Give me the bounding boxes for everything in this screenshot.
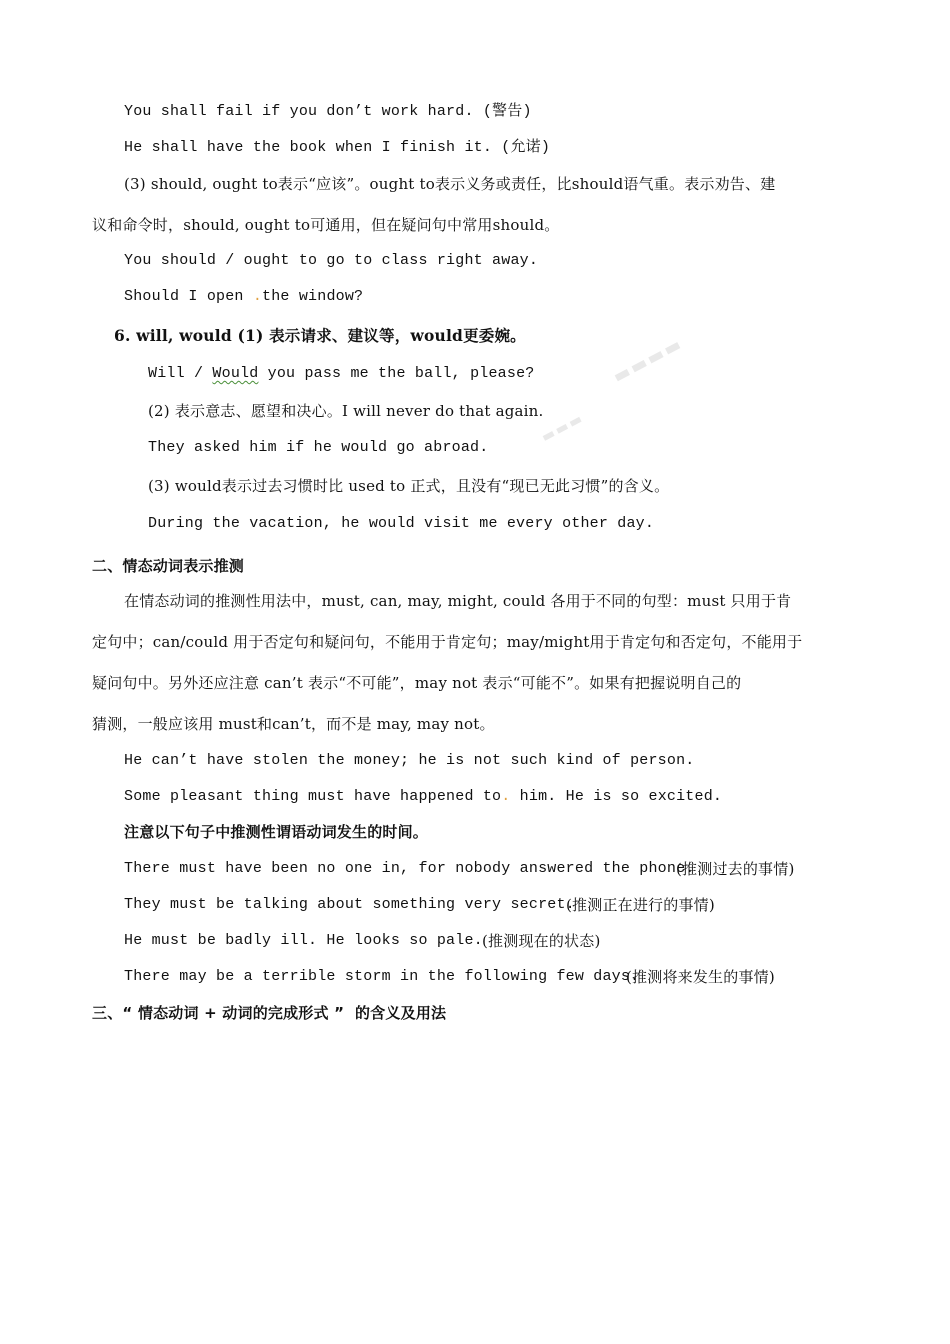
spellcheck-word: Would	[212, 365, 259, 382]
example-text: Some pleasant thing must have happened to	[124, 788, 502, 805]
example-line	[124, 287, 363, 307]
paragraph-line: 定句中；can/could 用于否定句和疑问句，不能用于肯定句；may/might用于肯定句和否定句，不能用于	[92, 633, 803, 651]
example-text: Will /	[148, 365, 213, 382]
watermark: ▬▬▬▬	[609, 333, 687, 388]
section-heading-2: 二、情态动词表示推测	[92, 557, 245, 575]
paragraph-line: 猜测，一般应该用 must和can’t，而不是 may, may not。	[92, 715, 495, 733]
paragraph-line: (3) should, ought to表示“应该”。ought to表示义务或责任，比should语气重。表示劝告、建	[124, 175, 776, 193]
section-heading-3: 三、“ 情态动词 + 动词的完成形式 ” 的含义及用法	[92, 1004, 447, 1022]
example-line	[148, 364, 534, 384]
example-line: They asked him if he would go abroad.	[148, 439, 489, 456]
example-text: him. He is so excited.	[510, 788, 723, 805]
example-note: (推测过去的事情)	[676, 860, 795, 878]
example-line	[124, 787, 722, 807]
section-heading-6: 6. will, would (1) 表示请求、建议等，would更委婉。	[114, 326, 526, 345]
paragraph-line: 疑问句中。另外还应注意 can’t 表示“不可能”，may not 表示“可能不”。如果有把握说明自己的	[92, 674, 742, 692]
paragraph-line: (3) would表示过去习惯时比 used to 正式，且没有“现已无此习惯”的含义。	[148, 477, 670, 495]
example-line: They must be talking about something very secret.	[124, 896, 575, 913]
example-note: (推测正在进行的事情)	[566, 896, 715, 914]
example-text: the window?	[262, 288, 364, 305]
paragraph-line: 议和命令时，should, ought to可通用，但在疑问句中常用should。	[92, 216, 560, 234]
paragraph-line: (2) 表示意志、愿望和决心。I will never do that again.	[148, 402, 544, 420]
example-line: During the vacation, he would visit me every other day.	[148, 515, 655, 532]
example-line: He can’t have stolen the money; he is not such kind of person.	[124, 752, 695, 769]
example-note: (推测将来发生的事情)	[626, 968, 775, 986]
note-heading: 注意以下句子中推测性谓语动词发生的时间。	[124, 823, 429, 841]
example-line: He shall have the book when I finish it. (允诺)	[124, 139, 551, 156]
example-line: You should / ought to go to class right away.	[124, 252, 539, 269]
example-line: There may be a terrible storm in the following few days.	[124, 968, 640, 985]
example-text: Should I open	[124, 288, 253, 305]
example-text: you pass me the ball, please?	[258, 365, 535, 382]
example-line: There must have been no one in, for nobody answered the phone.	[124, 860, 695, 877]
mark-dot: .	[252, 288, 263, 305]
mark-dot: .	[501, 788, 511, 805]
paragraph-line: 在情态动词的推测性用法中，must, can, may, might, could 各用于不同的句型：must 只用于肯	[124, 592, 792, 610]
watermark: ▬▬▬	[538, 410, 587, 446]
example-line: He must be badly ill. He looks so pale.	[124, 932, 483, 949]
example-note: (推测现在的状态)	[482, 932, 601, 950]
example-line: You shall fail if you don’t work hard. (警告)	[124, 103, 532, 120]
